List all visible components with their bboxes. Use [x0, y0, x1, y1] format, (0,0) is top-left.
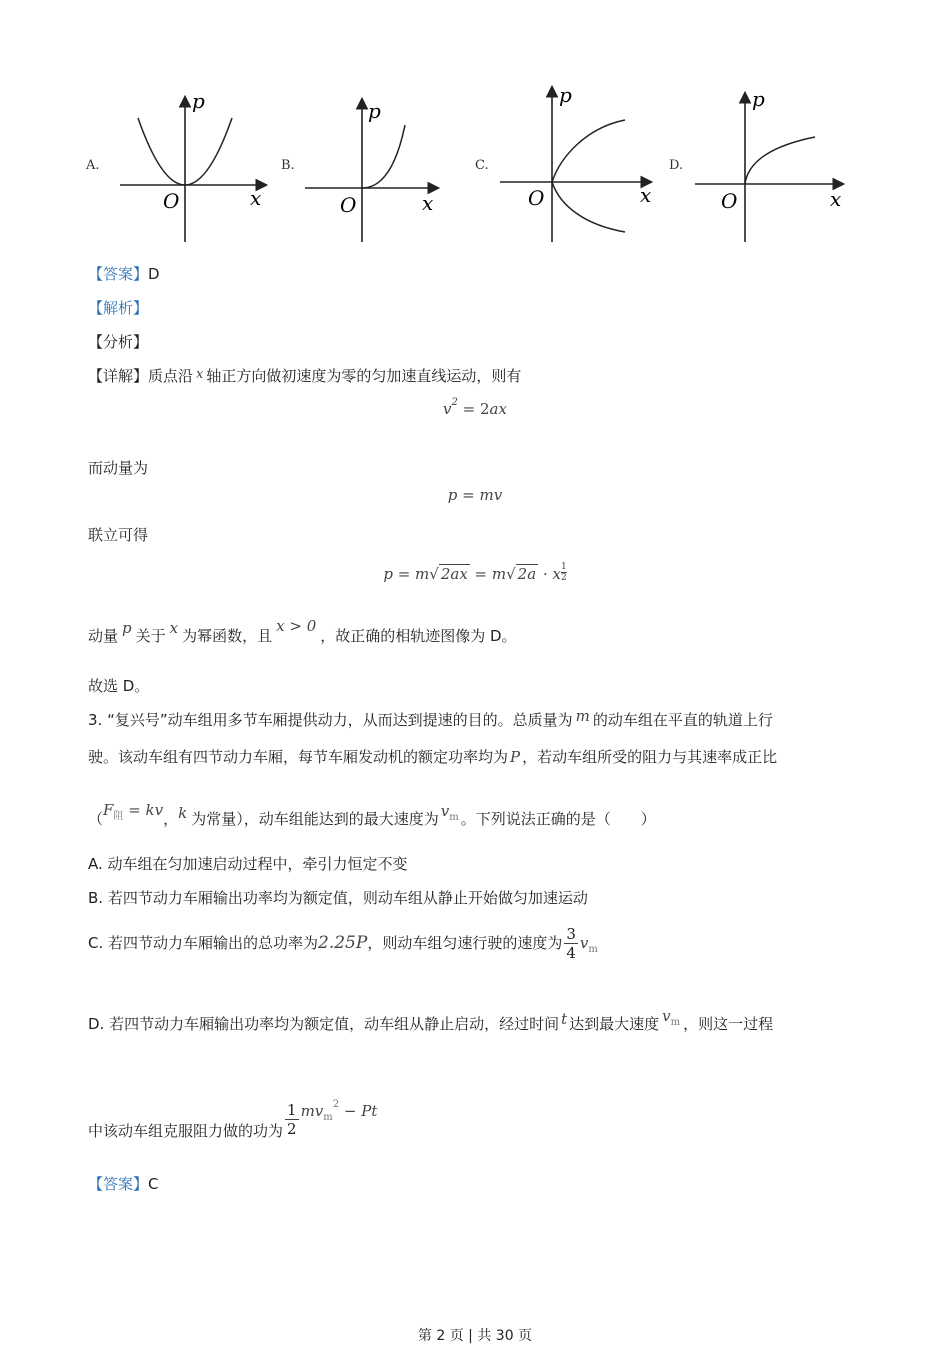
graph-a	[110, 80, 275, 245]
option-c-label: C.	[475, 158, 489, 173]
graph-c-p-label: p	[559, 83, 572, 107]
q2-detail	[88, 365, 521, 386]
graph-d	[690, 80, 850, 245]
graph-a-p-label: p	[192, 89, 205, 113]
equation-2: p = mv	[447, 486, 503, 504]
graph-d-curve	[745, 137, 815, 184]
final-choice: 故选 D。	[88, 677, 150, 695]
graph-b	[300, 80, 445, 245]
page-footer: 第 2 页 | 共 30 页	[417, 1328, 533, 1344]
combine-text: 联立可得	[88, 526, 149, 544]
graph-a-origin: O	[163, 189, 180, 213]
graph-c-x-label: x	[640, 183, 652, 207]
equation-3: p = m√ 2ax = m√ 2a · x $\frac{1}{2}$	[383, 562, 567, 583]
detail-text-1: 质点沿	[148, 367, 194, 385]
graph-c-origin: O	[528, 186, 545, 210]
answer-value: D	[148, 265, 160, 283]
q3-option-d: D. 若四节动力车厢输出功率均为额定值，动车组从静止启动，经过时间 t 达到最大速度 $v_m$ ，则这一过程	[88, 1007, 774, 1033]
graph-b-x-label: x	[422, 191, 434, 215]
graph-options	[0, 80, 950, 250]
detail-var-x: x	[196, 367, 204, 382]
momentum-text: 而动量为	[88, 459, 149, 477]
graph-d-x-label: x	[830, 187, 842, 211]
q3-answer	[88, 1173, 159, 1194]
q3-option-c: C. 若四节动力车厢输出的总功率为2.25P，则动车组匀速行驶的速度为 $\frac{3}{4}$ $v_m$	[88, 925, 598, 962]
q3-line-2: 驶。该动车组有四节动力车厢，每节车厢发动机的额定功率均为 P ，若动车组所受的阻力与其速率成正比	[88, 748, 778, 766]
conclusion: 动量 p 关于 x 为幂函数，且x > 0，故正确的相轨迹图像为 D。	[88, 617, 517, 645]
q3-answer-label: 【答案】	[88, 1175, 149, 1193]
graph-a-x-label: x	[250, 186, 262, 210]
q3-line-3: （$F_阻$ = kv，k 为常量），动车组能达到的最大速度为 $v_m$ 。下列说法正确的是（ ）	[88, 801, 656, 828]
graph-b-curve	[362, 125, 405, 188]
q2-fenxi-label: 【分析】	[88, 333, 149, 351]
graph-d-origin: O	[721, 189, 738, 213]
detail-text-2: 轴正方向做初速度为零的匀加速直线运动，则有	[206, 367, 522, 385]
q2-answer	[88, 263, 160, 284]
graph-b-origin: O	[340, 193, 357, 217]
graph-c	[495, 80, 660, 245]
answer-label: 【答案】	[88, 265, 149, 283]
detail-label: 【详解】	[88, 367, 149, 385]
q3-option-b: B. 若四节动力车厢输出功率均为额定值，则动车组从静止开始做匀加速运动	[88, 889, 588, 907]
q3-line-1: 3. “复兴号”动车组用多节车厢提供动力，从而达到提速的目的。总质量为 m 的动车组在平直的轨道上行	[88, 707, 773, 729]
q3-option-d-cont: 中该动车组克服阻力做的功为 $\frac{1}{2}$ $mv_m^2 - Pt$	[88, 1099, 378, 1140]
q2-analysis-label: 【解析】	[88, 299, 149, 317]
option-b-label: B.	[281, 158, 295, 173]
equation-1: $v^2 = 2ax$	[443, 397, 507, 418]
q3-answer-value: C	[148, 1175, 159, 1193]
q3-option-a: A. 动车组在匀加速启动过程中，牵引力恒定不变	[88, 855, 408, 873]
graph-d-p-label: p	[752, 87, 765, 111]
graph-b-p-label: p	[368, 99, 381, 123]
option-a-label: A.	[86, 158, 100, 173]
option-d-label: D.	[669, 158, 684, 173]
graph-c-curve	[552, 120, 625, 232]
